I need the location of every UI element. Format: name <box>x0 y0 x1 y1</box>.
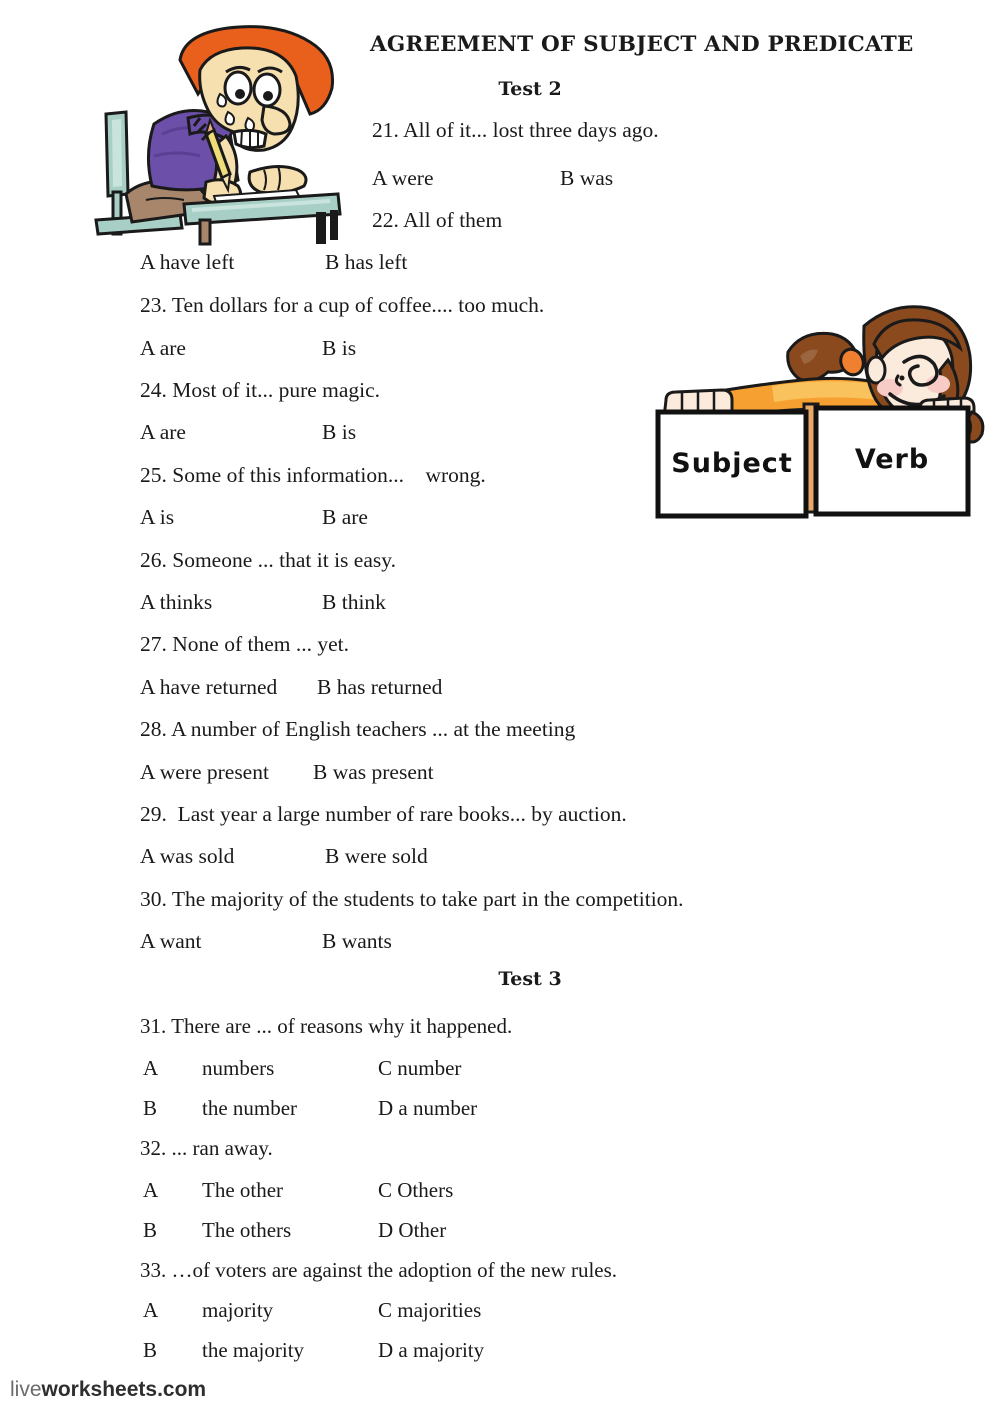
question-27-text: 27. None of them ... yet. <box>140 632 349 656</box>
question-22-option-a[interactable]: A have left <box>140 250 235 274</box>
question-31-letter-a[interactable]: A <box>143 1056 159 1080</box>
question-26-option-a[interactable]: A thinks <box>140 590 213 614</box>
question-32-letter-a[interactable]: A <box>143 1178 159 1202</box>
question-21-text: 21. All of it... lost three days ago. <box>372 118 659 142</box>
question-24-option-a[interactable]: A are <box>140 420 186 444</box>
question-26-text: 26. Someone ... that it is easy. <box>140 548 396 572</box>
boy-writing-at-desk-illustration <box>88 14 360 246</box>
page-title: AGREEMENT OF SUBJECT AND PREDICATE <box>370 32 914 57</box>
question-26-option-b[interactable]: B think <box>322 590 386 614</box>
question-30-option-a[interactable]: A want <box>140 929 202 953</box>
question-29-option-b[interactable]: B were sold <box>325 844 428 868</box>
footer-watermark-domain: worksheets.com <box>41 1378 207 1401</box>
question-25-text: 25. Some of this information... wrong. <box>140 463 486 487</box>
question-31-option-a[interactable]: numbers <box>202 1056 275 1080</box>
question-21-option-a[interactable]: A were <box>372 166 434 190</box>
question-32-letter-b[interactable]: B <box>143 1218 158 1242</box>
question-33-option-b[interactable]: the majority <box>202 1338 305 1362</box>
question-23-option-a[interactable]: A are <box>140 336 186 360</box>
question-24-text: 24. Most of it... pure magic. <box>140 378 381 402</box>
question-29-text: 29. Last year a large number of rare books... by auction. <box>140 802 627 826</box>
question-27-option-a[interactable]: A have returned <box>140 675 278 699</box>
question-33-text: 33. …of voters are against the adoption of the new rules. <box>140 1258 618 1282</box>
question-25-option-a[interactable]: A is <box>140 505 175 529</box>
question-31-option-d[interactable]: D a number <box>378 1096 478 1120</box>
question-33-option-d[interactable]: D a majority <box>378 1338 485 1362</box>
question-28-option-b[interactable]: B was present <box>313 760 434 784</box>
question-32-option-b[interactable]: The others <box>202 1218 292 1242</box>
question-24-option-b[interactable]: B is <box>322 420 357 444</box>
question-22-text: 22. All of them <box>372 208 503 232</box>
girl-holding-signs-illustration <box>652 300 992 528</box>
sign-subject-label: Subject <box>671 448 793 479</box>
question-28-option-a[interactable]: A were present <box>140 760 269 784</box>
question-33-letter-a[interactable]: A <box>143 1298 159 1322</box>
question-33-letter-b[interactable]: B <box>143 1338 158 1362</box>
test-2-heading: Test 2 <box>498 78 562 100</box>
question-23-text: 23. Ten dollars for a cup of coffee.... too much. <box>140 293 545 317</box>
question-31-option-c[interactable]: C number <box>378 1056 462 1080</box>
question-21-option-b[interactable]: B was <box>560 166 614 190</box>
question-27-option-b[interactable]: B has returned <box>317 675 443 699</box>
question-31-text: 31. There are ... of reasons why it happened. <box>140 1014 513 1038</box>
question-33-option-a[interactable]: majority <box>202 1298 274 1322</box>
question-32-text: 32. ... ran away. <box>140 1136 273 1160</box>
question-30-option-b[interactable]: B wants <box>322 929 392 953</box>
sign-verb-label: Verb <box>854 444 930 475</box>
question-32-option-c[interactable]: C Others <box>378 1178 454 1202</box>
question-23-option-b[interactable]: B is <box>322 336 357 360</box>
question-33-option-c[interactable]: C majorities <box>378 1298 482 1322</box>
footer-watermark-live: live <box>10 1378 42 1401</box>
question-22-option-b[interactable]: B has left <box>325 250 408 274</box>
question-32-option-a[interactable]: The other <box>202 1178 284 1202</box>
question-31-option-b[interactable]: the number <box>202 1096 298 1120</box>
question-25-option-b[interactable]: B are <box>322 505 368 529</box>
question-28-text: 28. A number of English teachers ... at the meeting <box>140 717 576 741</box>
question-30-text: 30. The majority of the students to take part in the competition. <box>140 887 684 911</box>
footer-watermark <box>10 1378 206 1402</box>
test-3-heading: Test 3 <box>498 968 562 990</box>
question-32-option-d[interactable]: D Other <box>378 1218 447 1242</box>
question-29-option-a[interactable]: A was sold <box>140 844 235 868</box>
question-31-letter-b[interactable]: B <box>143 1096 158 1120</box>
